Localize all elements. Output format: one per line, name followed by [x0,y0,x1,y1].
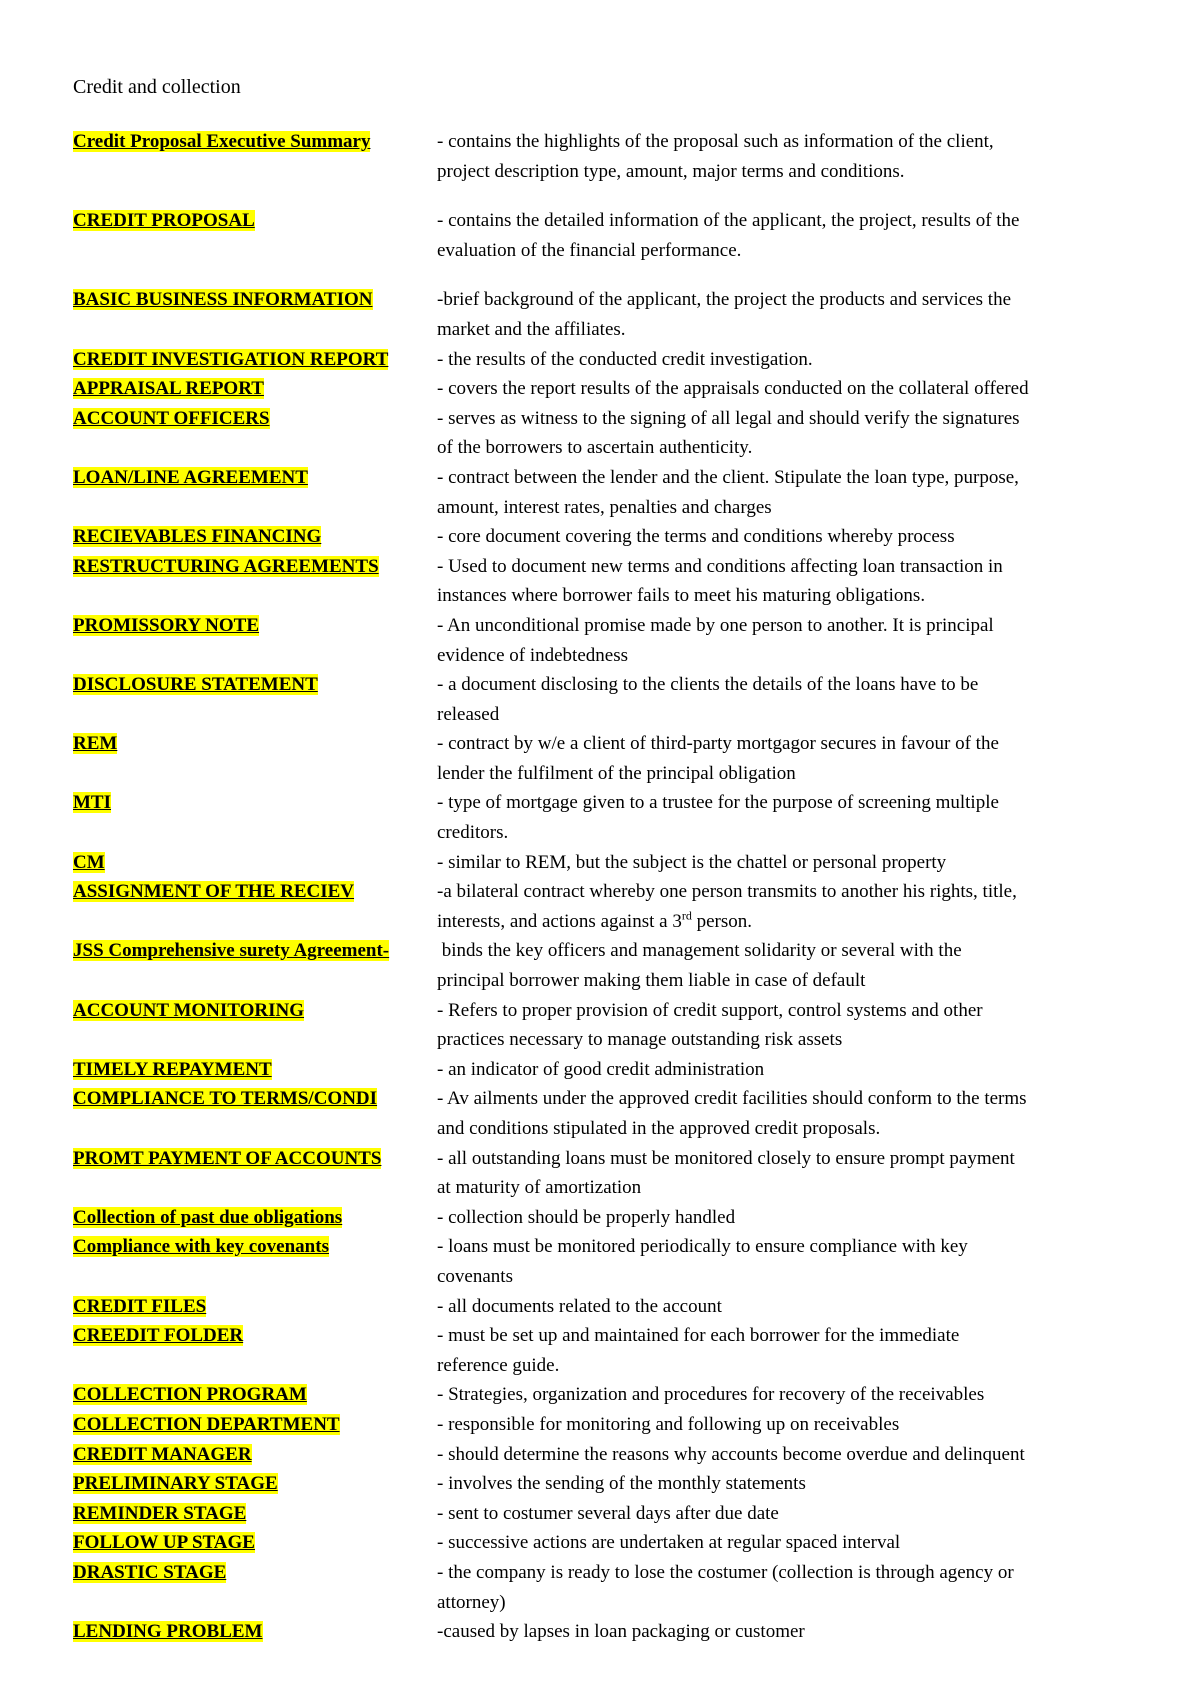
glossary-entry [73,1055,1153,1085]
glossary-entry [73,127,1153,186]
term-label: MTI [73,792,111,814]
term-cell [73,877,437,936]
definition-text [437,670,1153,729]
term-label: Compliance with key covenants [73,1236,329,1258]
definition-text [437,996,1153,1055]
term-cell [73,1528,437,1558]
glossary-entry [73,552,1153,611]
glossary-entry [73,1558,1153,1617]
glossary-entry [73,206,1153,265]
term-label: RESTRUCTURING AGREEMENTS [73,555,379,577]
definition-text [437,285,1153,344]
definition-body: - Refers to proper provision of credit support, control systems and other practices necessary to manage outstanding risk assets [437,999,983,1051]
definition-text [437,404,1153,463]
definition-body: - serves as witness to the signing of all legal and should verify the signatures of the borrowers to ascertain authenticity. [437,407,1020,459]
term-cell [73,1380,437,1410]
term-cell [73,1469,437,1499]
glossary-entry [73,611,1153,670]
definition-body: - all documents related to the account [437,1295,722,1317]
definition-body: - the company is ready to lose the costumer (collection is through agency or attorney) [437,1561,1014,1613]
term-label: APPRAISAL REPORT [73,378,264,400]
term-cell [73,404,437,463]
definition-body: - an indicator of good credit administration [437,1058,765,1080]
definition-text [437,611,1153,670]
glossary-entry [73,1410,1153,1440]
glossary-entry [73,788,1153,847]
definition-text [437,936,1153,995]
term-label: LENDING PROBLEM [73,1621,263,1643]
term-cell [73,788,437,847]
definition-body: - loans must be monitored periodically to ensure compliance with key covenants [437,1236,968,1287]
term-cell [73,552,437,611]
term-label: PROMT PAYMENT OF ACCOUNTS [73,1147,382,1169]
definition-body: -brief background of the applicant, the project the products and services the market and the affiliates. [437,289,1012,340]
glossary-entry [73,1380,1153,1410]
term-cell [73,1499,437,1529]
glossary-entry [73,345,1153,375]
glossary-entry [73,374,1153,404]
glossary-entry [73,285,1153,344]
definition-body: - covers the report results of the appraisals conducted on the collateral offered [437,378,1029,400]
definition-body: - sent to costumer several days after due date [437,1502,779,1524]
term-label: CREDIT INVESTIGATION REPORT [73,348,389,370]
glossary-entry [73,877,1153,936]
term-cell [73,670,437,729]
term-label: Collection of past due obligations [73,1206,343,1228]
term-label: REM [73,733,118,755]
definition-text [437,1469,1153,1499]
glossary-entry [73,1203,1153,1233]
term-cell [73,611,437,670]
definition-text [437,729,1153,788]
term-label: REMINDER STAGE [73,1502,247,1524]
term-label: Credit Proposal Executive Summary [73,131,371,152]
definition-body: - contains the detailed information of the applicant, the project, results of the evaluation of the financial performance. [437,210,1020,261]
definition-body: - should determine the reasons why accounts become overdue and delinquent [437,1443,1025,1465]
glossary-entry [73,1499,1153,1529]
definition-text [437,1528,1153,1558]
term-label: BASIC BUSINESS INFORMATION [73,289,373,311]
definition-body: - type of mortgage given to a trustee for the purpose of screening multiple creditors. [437,792,999,844]
definition-text [437,1144,1153,1203]
term-cell [73,1558,437,1617]
ordinal-superscript: rd [681,908,692,923]
glossary-entry [73,996,1153,1055]
term-cell [73,1321,437,1380]
glossary-entry [73,848,1153,878]
definition-text [437,1055,1153,1085]
glossary-entry [73,1084,1153,1143]
definition-body: - Used to document new terms and conditions affecting loan transaction in instances where borrower fails to meet his maturing obligations. [437,555,1003,607]
definition-body: - contract between the lender and the client. Stipulate the loan type, purpose, amount, interest rates, penalties and charges [437,466,1019,518]
term-label: RECIEVABLES FINANCING [73,526,322,548]
term-cell [73,1084,437,1143]
definition-text [437,1558,1153,1617]
definition-text [437,1084,1153,1143]
definition-body: - Av ailments under the approved credit facilities should conform to the terms and conditions stipulated in the approved credit proposals. [437,1088,1027,1139]
glossary-entry [73,1232,1153,1291]
term-label: JSS Comprehensive surety Agreement- [73,940,390,962]
term-cell [73,285,437,344]
definition-body: - similar to REM, but the subject is the chattel or personal property [437,851,947,873]
definition-text [437,1617,1153,1647]
definition-body: - An unconditional promise made by one person to another. It is principal evidence of indebtedness [437,614,994,666]
definition-text [437,552,1153,611]
document-title: Credit and collection [73,76,241,98]
glossary-entry [73,729,1153,788]
definition-body: - must be set up and maintained for each borrower for the immediate reference guide. [437,1325,960,1376]
definition-body: - contains the highlights of the proposal such as information of the client, project description type, amount, major terms and conditions. [437,131,994,182]
term-cell [73,345,437,375]
glossary-entry [73,463,1153,522]
term-cell [73,1410,437,1440]
term-label: FOLLOW UP STAGE [73,1532,255,1554]
glossary-entry [73,404,1153,463]
term-label: DISCLOSURE STATEMENT [73,674,318,696]
definition-body: - a document disclosing to the clients the details of the loans have to be released [437,674,979,725]
definition-text [437,345,1153,375]
term-label: CREDIT MANAGER [73,1443,252,1465]
definition-body: - responsible for monitoring and following up on receivables [437,1413,900,1435]
term-label: TIMELY REPAYMENT [73,1058,272,1080]
glossary-entry [73,1292,1153,1322]
glossary-entry [73,1469,1153,1499]
term-cell [73,522,437,552]
term-label: CREDIT FILES [73,1295,207,1317]
term-label: CREDIT PROPOSAL [73,210,255,232]
definition-text [437,1203,1153,1233]
term-label: COMPLIANCE TO TERMS/CONDI [73,1088,378,1110]
definition-text [437,127,1153,186]
definition-body: - contract by w/e a client of third-party mortgagor secures in favour of the lender the fulfilment of the principal obligation [437,733,999,784]
glossary-list [73,127,1153,1647]
definition-text [437,522,1153,552]
term-label: ACCOUNT MONITORING [73,999,305,1021]
definition-text [437,1292,1153,1322]
glossary-entry [73,670,1153,729]
term-label: PRELIMINARY STAGE [73,1473,278,1495]
term-cell [73,1617,437,1647]
term-cell [73,1292,437,1322]
term-cell [73,1232,437,1291]
term-label: CREEDIT FOLDER [73,1325,244,1347]
definition-text [437,206,1153,265]
term-cell [73,463,437,522]
definition-body: - all outstanding loans must be monitored closely to ensure prompt payment at maturity of amortization [437,1147,1015,1199]
term-label: ACCOUNT OFFICERS [73,407,270,429]
term-cell [73,374,437,404]
glossary-entry [73,1321,1153,1380]
definition-text [437,1321,1153,1380]
glossary-entry [73,1440,1153,1470]
term-cell [73,996,437,1055]
term-label: ASSIGNMENT OF THE RECIEV [73,881,355,903]
definition-body: - successive actions are undertaken at regular spaced interval [437,1532,901,1554]
term-label: PROMISSORY NOTE [73,614,260,636]
definition-text [437,788,1153,847]
term-cell [73,729,437,788]
definition-body: - Strategies, organization and procedures for recovery of the receivables [437,1384,985,1406]
term-label: LOAN/LINE AGREEMENT [73,466,308,488]
definition-body: binds the key officers and management solidarity or several with the principal borrower making them liable in case of default [437,940,962,992]
term-cell [73,1440,437,1470]
definition-body: -a bilateral contract whereby one person transmits to another his rights, title, interests, and actions against a 3 [437,881,1017,932]
glossary-entry [73,936,1153,995]
definition-body: - core document covering the terms and conditions whereby process [437,526,955,548]
term-cell [73,1144,437,1203]
definition-text [437,374,1153,404]
glossary-entry [73,522,1153,552]
definition-text [437,1232,1153,1291]
definition-text [437,1380,1153,1410]
definition-body: -caused by lapses in loan packaging or customer [437,1621,805,1643]
term-label: DRASTIC STAGE [73,1561,227,1583]
term-cell [73,848,437,878]
term-cell [73,1203,437,1233]
definition-text [437,1440,1153,1470]
term-cell [73,206,437,265]
definition-body: - collection should be properly handled [437,1206,736,1228]
definition-text [437,463,1153,522]
definition-text [437,1499,1153,1529]
definition-text [437,1410,1153,1440]
term-label: COLLECTION DEPARTMENT [73,1413,340,1435]
glossary-entry [73,1144,1153,1203]
definition-tail: person. [691,910,752,932]
term-cell [73,936,437,995]
term-cell [73,127,437,186]
term-cell [73,1055,437,1085]
definition-text [437,877,1153,936]
term-label: COLLECTION PROGRAM [73,1384,307,1406]
definition-text [437,848,1153,878]
glossary-entry [73,1617,1153,1647]
term-label: CM [73,851,105,873]
definition-body: - involves the sending of the monthly statements [437,1473,806,1495]
definition-body: - the results of the conducted credit investigation. [437,348,813,370]
glossary-entry [73,1528,1153,1558]
